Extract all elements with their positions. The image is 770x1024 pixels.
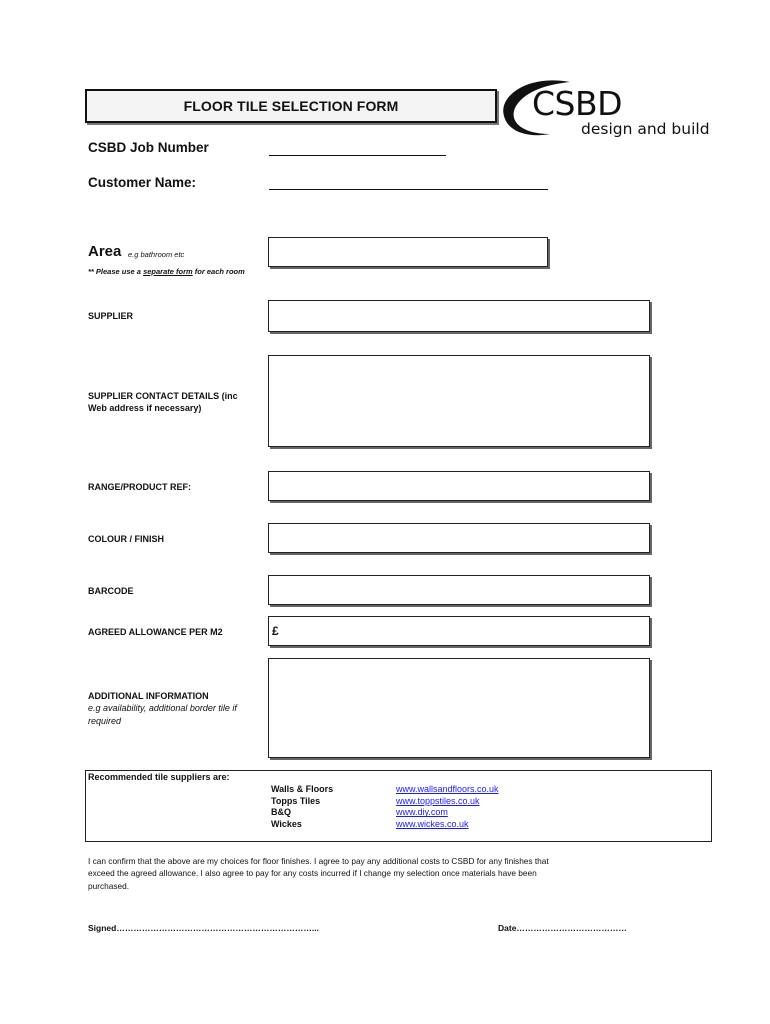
- additional-info-hint-line1: e.g availability, additional border tile if: [88, 703, 237, 714]
- supplier-field[interactable]: [268, 300, 650, 332]
- logo-subtext: design and build: [581, 120, 710, 138]
- logo-text: CSBD: [532, 84, 623, 123]
- job-number-label: CSBD Job Number: [88, 140, 209, 155]
- allowance-field[interactable]: [268, 616, 650, 646]
- additional-info-field[interactable]: [268, 658, 650, 758]
- area-note-prefix: ** Please use a: [88, 267, 141, 276]
- colour-label: COLOUR / FINISH: [88, 534, 164, 544]
- area-hint: e.g bathroom etc: [128, 250, 185, 259]
- range-field[interactable]: [268, 471, 650, 501]
- area-note-link: separate form: [143, 267, 193, 276]
- colour-field[interactable]: [268, 523, 650, 553]
- additional-info-hint-line2: required: [88, 715, 122, 726]
- recommended-suppliers-box: [85, 770, 712, 842]
- supplier-names: [271, 784, 333, 831]
- additional-info-label: [88, 690, 237, 727]
- csbd-logo: [498, 76, 718, 142]
- area-field[interactable]: [268, 237, 548, 267]
- job-number-field[interactable]: [269, 155, 446, 156]
- supplier-name: B&Q: [271, 807, 291, 818]
- signature-line[interactable]: Signed……………………………………………………………...: [88, 923, 319, 933]
- supplier-link[interactable]: www.diy.com: [396, 807, 448, 818]
- range-label: RANGE/PRODUCT REF:: [88, 482, 191, 492]
- supplier-link[interactable]: www.wallsandfloors.co.uk: [396, 784, 499, 794]
- supplier-contact-line1: SUPPLIER CONTACT DETAILS (inc: [88, 391, 238, 401]
- form-title: FLOOR TILE SELECTION FORM: [85, 89, 497, 123]
- agreement-line: exceed the agreed allowance. I also agree to pay for any costs incurred if I change my selection once materials have been: [88, 868, 537, 879]
- supplier-name: Walls & Floors: [271, 784, 334, 794]
- supplier-contact-label: [88, 390, 238, 414]
- supplier-name: Topps Tiles: [271, 795, 321, 806]
- agreement-text: [88, 855, 668, 892]
- supplier-label: SUPPLIER: [88, 311, 134, 321]
- supplier-link[interactable]: www.toppstiles.co.uk: [396, 795, 480, 806]
- supplier-contact-field[interactable]: [268, 355, 650, 447]
- supplier-links: [396, 784, 499, 831]
- customer-name-label: Customer Name:: [88, 175, 197, 190]
- recommended-suppliers-title: Recommended tile suppliers are:: [88, 772, 230, 782]
- additional-info-title: ADDITIONAL INFORMATION: [88, 691, 209, 701]
- pound-sign: £: [272, 624, 279, 638]
- agreement-line: I can confirm that the above are my choices for floor finishes. I agree to pay any additional costs to CSBD for any finishes that: [88, 856, 549, 866]
- date-line[interactable]: Date…………………………………: [498, 923, 627, 933]
- supplier-name: Wickes: [271, 819, 302, 830]
- agreement-line: purchased.: [88, 880, 130, 891]
- area-note: [88, 267, 245, 276]
- supplier-contact-line2: Web address if necessary): [88, 403, 202, 413]
- allowance-label: AGREED ALLOWANCE PER M2: [88, 627, 223, 637]
- area-label: Area: [88, 243, 122, 260]
- customer-name-field[interactable]: [269, 189, 548, 190]
- area-note-suffix: for each room: [194, 267, 245, 276]
- barcode-label: BARCODE: [88, 586, 134, 596]
- supplier-link[interactable]: www.wickes.co.uk: [396, 819, 469, 830]
- barcode-field[interactable]: [268, 575, 650, 605]
